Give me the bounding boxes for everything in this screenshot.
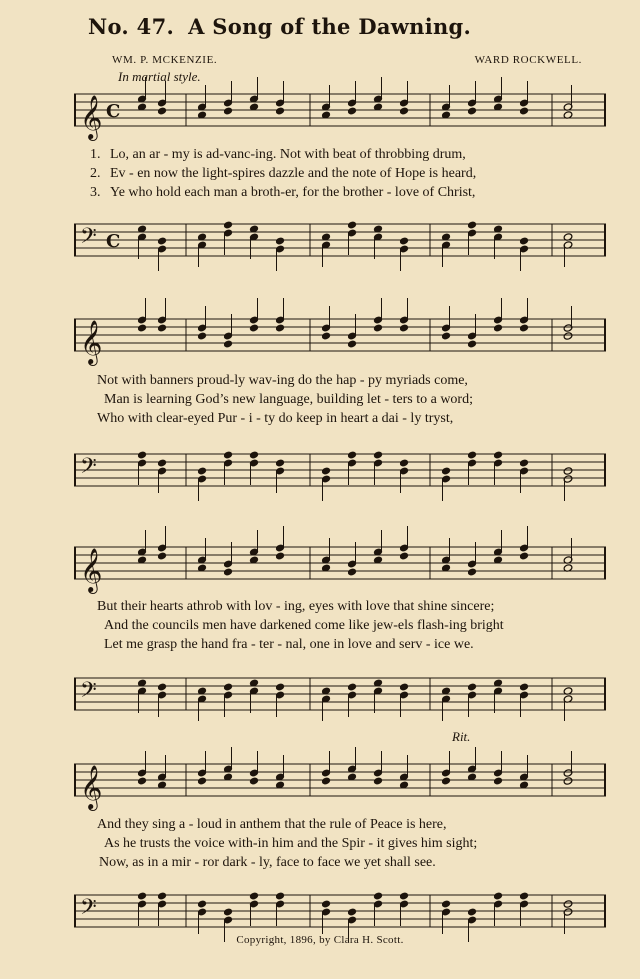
treble-staff-2 [74, 317, 606, 364]
bass-clef-icon: 𝄢 [80, 678, 97, 708]
note-head [441, 467, 451, 475]
note-head [519, 237, 529, 245]
note-head [347, 908, 357, 916]
lyric-text: Not with banners proud-ly wav-ing do the hap - py myriads come, [97, 373, 468, 388]
note-head [399, 237, 409, 245]
note-head [223, 683, 233, 691]
lyric-text: Let me grasp the hand fra - ter - nal, one in love and serv - ice we. [104, 637, 474, 652]
note-head [373, 324, 383, 332]
note-head [519, 552, 529, 560]
note-head [347, 683, 357, 691]
note-head [347, 451, 357, 459]
lyric-line-1-1 [90, 146, 466, 163]
note-head [197, 900, 207, 908]
treble-clef-icon: 𝄞 [80, 320, 103, 364]
note-head [321, 332, 331, 340]
treble-clef-icon: 𝄞 [80, 548, 103, 592]
bass-clef-icon: 𝄢 [80, 454, 97, 484]
note-head [373, 777, 383, 785]
note-head [157, 324, 167, 332]
lyric-text: Ev - en now the light-spires dazzle and the note of Hope is heard, [110, 166, 477, 181]
staff-engraving [74, 452, 606, 496]
note-head [137, 777, 147, 785]
note-head [223, 908, 233, 916]
note-head [275, 683, 285, 691]
note-head [467, 221, 477, 229]
note-head [493, 451, 503, 459]
lyric-text: As he trusts the voice with-in him and the Spir - it gives him sight; [104, 836, 478, 851]
note-head [519, 107, 529, 115]
staff-engraving [74, 317, 606, 364]
ritardando-marking: Rit. [452, 729, 471, 744]
note-head [563, 900, 573, 908]
note-head [347, 107, 357, 115]
note-head [467, 908, 477, 916]
note-head [441, 332, 451, 340]
note-head [157, 459, 167, 467]
verse-number: 2. [90, 166, 101, 181]
note-head [399, 683, 409, 691]
note-head [197, 467, 207, 475]
treble-clef-icon: 𝄞 [80, 765, 103, 809]
lyric-text: Lo, an ar - my is ad-vanc-ing. Not with beat of throbbing drum, [110, 147, 466, 162]
note-head [321, 777, 331, 785]
bass-staff-3 [74, 676, 606, 712]
note-head [275, 459, 285, 467]
note-head [249, 451, 259, 459]
note-head [275, 237, 285, 245]
note-head [275, 552, 285, 560]
note-head [249, 892, 259, 900]
note-head [467, 107, 477, 115]
staff-engraving [74, 893, 606, 937]
note-head [373, 892, 383, 900]
note-head [519, 324, 529, 332]
note-head [563, 777, 573, 785]
note-head [137, 451, 147, 459]
lyric-line-3-3 [104, 636, 474, 653]
note-head [399, 892, 409, 900]
note-head [249, 324, 259, 332]
treble-staff-4 [74, 762, 606, 809]
lyric-line-2-3 [97, 410, 453, 427]
note-head [519, 683, 529, 691]
note-head [223, 221, 233, 229]
note-head [347, 568, 357, 576]
note-head [197, 332, 207, 340]
note-head [467, 451, 477, 459]
lyric-line-4-1 [97, 816, 447, 833]
note-head [157, 892, 167, 900]
staff-engraving [74, 676, 606, 720]
verse-number: 1. [90, 147, 101, 162]
note-head [493, 324, 503, 332]
note-head [563, 467, 573, 475]
note-head [347, 221, 357, 229]
note-head [441, 900, 451, 908]
note-head [399, 459, 409, 467]
note-head [519, 459, 529, 467]
note-head [223, 568, 233, 576]
note-head [519, 892, 529, 900]
verse-number: 3. [90, 185, 101, 200]
copyright-notice: Copyright, 1896, by Clara H. Scott. [236, 934, 404, 946]
note-head [275, 107, 285, 115]
note-head [157, 107, 167, 115]
note-head [223, 451, 233, 459]
note-head [275, 892, 285, 900]
note-head [223, 340, 233, 348]
note-head [493, 892, 503, 900]
lyric-line-1-3 [90, 184, 475, 201]
hymn-title-line [88, 14, 471, 39]
note-head [223, 107, 233, 115]
staff-engraving [74, 762, 606, 809]
tempo-marking: In martial style. [118, 69, 201, 84]
staff-engraving [74, 545, 606, 592]
note-head [157, 237, 167, 245]
note-head [467, 683, 477, 691]
lyric-line-3-1 [97, 598, 494, 615]
note-head [321, 900, 331, 908]
lyric-text: But their hearts athrob with lov - ing, eyes with love that shine sincere; [97, 599, 495, 614]
note-head [399, 107, 409, 115]
lyric-line-2-2 [104, 391, 473, 408]
treble-staff-1 [74, 92, 606, 139]
note-head [399, 324, 409, 332]
bass-staff-2 [74, 452, 606, 488]
treble-staff-3 [74, 545, 606, 592]
note-head [467, 340, 477, 348]
lyric-line-4-2 [104, 835, 477, 852]
lyric-text: Ye who hold each man a broth-er, for the brother - love of Christ, [110, 185, 476, 200]
lyric-text: And they sing a - loud in anthem that the rule of Peace is here, [97, 817, 447, 832]
bass-clef-icon: 𝄢 [80, 895, 97, 925]
treble-clef-icon: 𝄞 [80, 95, 103, 139]
bass-clef-icon: 𝄢 [80, 224, 97, 254]
note-head [493, 777, 503, 785]
lyric-line-4-3 [99, 854, 436, 871]
lyricist-credit: WM. P. MCKENZIE. [112, 54, 218, 66]
note-head [197, 777, 207, 785]
note-head [249, 777, 259, 785]
note-head [399, 552, 409, 560]
note-head [157, 683, 167, 691]
lyric-text: And the councils men have darkened come like jew-els flash-ing bright [104, 618, 504, 633]
lyric-line-2-1 [97, 372, 468, 389]
note-head [563, 332, 573, 340]
note-head [373, 451, 383, 459]
staff-engraving [74, 222, 606, 266]
note-head [137, 892, 147, 900]
common-time-icon: C [106, 101, 121, 122]
common-time-icon: C [106, 231, 121, 252]
hymn-number: No. 47. [88, 14, 175, 39]
composer-credit: WARD ROCKWELL. [474, 54, 582, 66]
note-head [321, 467, 331, 475]
note-head [157, 552, 167, 560]
hymn-title: A Song of the Dawning. [188, 14, 472, 39]
note-head [137, 324, 147, 332]
note-head [441, 777, 451, 785]
staff-engraving [74, 92, 606, 139]
bass-staff-1 [74, 222, 606, 258]
bass-staff-4 [74, 893, 606, 929]
note-head [347, 340, 357, 348]
lyric-text: Who with clear-eyed Pur - i - ty do keep in heart a dai - ly tryst, [97, 411, 454, 426]
lyric-text: Man is learning God’s new language, building let - ters to a word; [104, 392, 473, 407]
lyric-text: Now, as in a mir - ror dark - ly, face to face we yet shall see. [99, 855, 436, 870]
lyric-line-1-2 [90, 165, 476, 182]
note-head [275, 324, 285, 332]
lyric-line-3-2 [104, 617, 504, 634]
note-head [467, 568, 477, 576]
